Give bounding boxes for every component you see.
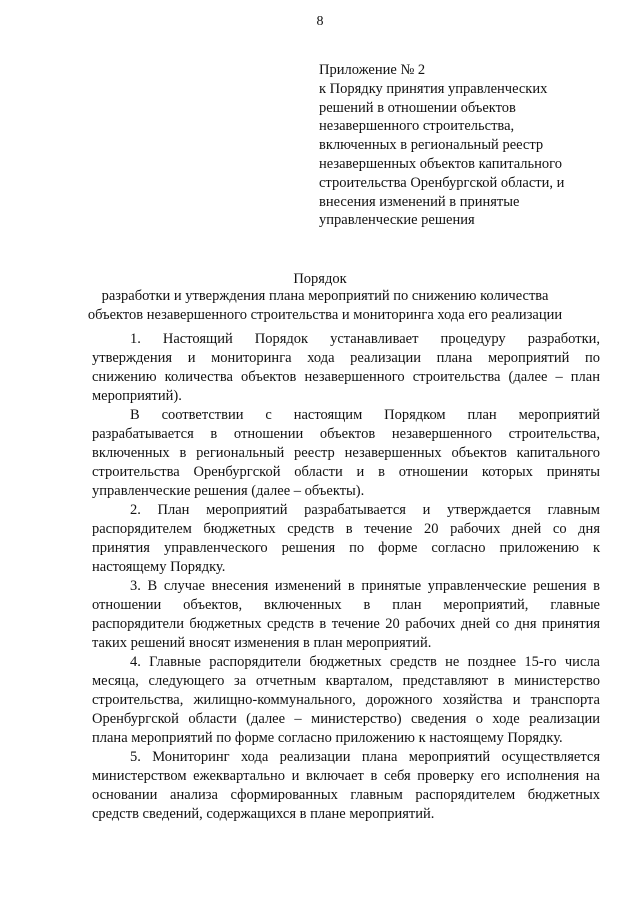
- appendix-line: незавершенных объектов капитального: [319, 155, 563, 172]
- appendix-line: включенных в региональный реестр: [319, 137, 544, 154]
- paragraph-line: строительства Оренбургской области и в отношении которых приняты: [92, 464, 600, 480]
- paragraph-line: 1. Настоящий Порядок устанавливает процедуру разработки,: [130, 331, 600, 347]
- paragraph-line: разрабатывается в отношении объектов незавершенного строительства,: [92, 426, 600, 442]
- paragraph-line: распорядителем бюджетных средств в течение 20 рабочих дней со дня: [92, 521, 600, 537]
- paragraph-3: [92, 577, 600, 653]
- subtitle-line: объектов незавершенного строительства и мониторинга хода его реализации: [87, 306, 563, 323]
- paragraph-line: настоящему Порядку.: [92, 559, 226, 575]
- appendix-line: решений в отношении объектов: [319, 99, 516, 116]
- appendix-header: [319, 61, 619, 230]
- paragraph-line: В соответствии с настоящим Порядком план мероприятий: [130, 407, 600, 423]
- appendix-line: строительства Оренбургской области, и: [319, 174, 565, 191]
- subtitle-line: разработки и утверждения плана мероприятий по снижению количества: [101, 288, 549, 304]
- paragraph-1: [92, 330, 600, 406]
- paragraph-line: 4. Главные распорядители бюджетных средств не позднее 15-го числа: [130, 654, 600, 670]
- paragraph-line: распорядители бюджетных средств в течение 20 рабочих дней со дня принятия: [92, 616, 600, 632]
- appendix-line: к Порядку принятия управленческих: [319, 80, 548, 97]
- page-number: 8: [316, 14, 324, 29]
- paragraph-5: [92, 748, 600, 824]
- appendix-line: Приложение № 2: [319, 62, 426, 78]
- document-title: Порядок: [293, 271, 347, 287]
- paragraph-line: Оренбургской области (далее – министерство) сведения о ходе реализации: [92, 711, 600, 727]
- paragraph-line: принятия управленческого решения по форме согласно приложению к: [92, 540, 600, 556]
- paragraph-line: плана мероприятий по форме согласно приложению к настоящему Порядку.: [92, 730, 563, 746]
- appendix-line: незавершенного строительства,: [319, 118, 515, 135]
- document-body: [92, 330, 600, 824]
- paragraph-1-continued: [92, 406, 600, 501]
- paragraph-4: [92, 653, 600, 748]
- paragraph-line: 5. Мониторинг хода реализации плана мероприятий осуществляется: [130, 749, 600, 765]
- paragraph-line: мероприятий).: [92, 388, 182, 404]
- paragraph-line: отношении объектов, включенных в план мероприятий, главные: [92, 597, 600, 613]
- paragraph-line: управленческие решения (далее – объекты).: [92, 483, 365, 499]
- paragraph-line: строительства, жилищно-коммунального, дорожного хозяйства и транспорта: [92, 692, 600, 708]
- paragraph-line: основании анализа сформированных главным распорядителем бюджетных: [92, 787, 600, 803]
- paragraph-line: 3. В случае внесения изменений в принятые управленческие решения в: [130, 578, 600, 594]
- paragraph-line: министерством ежеквартально и включает в себя проверку его исполнения на: [92, 768, 600, 784]
- paragraph-line: месяца, следующего за отчетным кварталом, представляют в министерство: [92, 673, 600, 689]
- paragraph-line: 2. План мероприятий разрабатывается и утверждается главным: [130, 502, 600, 518]
- paragraph-line: таких решений вносят изменения в план мероприятий.: [92, 635, 432, 651]
- paragraph-line: снижению количества объектов незавершенного строительства (далее – план: [92, 369, 600, 385]
- appendix-line: управленческие решения: [319, 212, 475, 229]
- paragraph-line: средств сведений, содержащихся в плане мероприятий.: [92, 806, 435, 822]
- document-subtitle: [60, 287, 590, 325]
- appendix-line: внесения изменений в принятые: [319, 193, 520, 210]
- paragraph-line: включенных в региональный реестр незавершенных объектов капитального: [92, 445, 600, 461]
- paragraph-line: утверждения и мониторинга хода реализации плана мероприятий по: [92, 350, 600, 366]
- paragraph-2: [92, 501, 600, 577]
